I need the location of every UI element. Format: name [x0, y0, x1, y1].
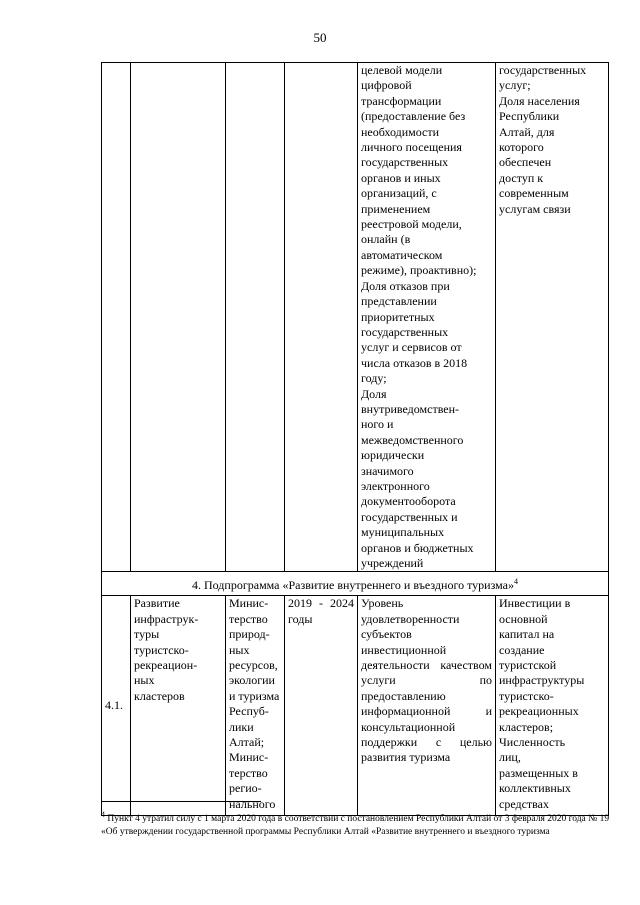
text-line: создание	[499, 642, 545, 657]
cell-executor	[226, 63, 285, 572]
text-line: цифровой	[361, 78, 412, 93]
text-line: средствах	[499, 796, 550, 811]
text-line: Минис-	[229, 596, 269, 611]
text-line: терство	[229, 765, 268, 780]
text-line: которого	[499, 140, 544, 155]
text-line: туристско-	[499, 688, 554, 703]
text-line: ного и	[361, 417, 394, 432]
cell-number	[102, 63, 131, 572]
text-line: туристской	[499, 658, 557, 673]
row-number: 4.1.	[102, 596, 131, 816]
footnote-reference: 4	[514, 577, 518, 587]
text-line: значимого	[361, 463, 414, 478]
text-line: туристско-	[134, 642, 189, 657]
text-line: обеспечен	[499, 155, 552, 170]
text-line: лики	[229, 719, 254, 734]
text-line: ресурсов,	[229, 658, 278, 673]
cell-indicators	[358, 63, 496, 572]
text-line: рекреационных	[499, 704, 579, 719]
section-row	[102, 572, 609, 596]
text-line: инфраструктуры	[499, 673, 585, 688]
text-line: органов и иных	[361, 170, 441, 185]
text-line: юридически	[361, 448, 425, 463]
text-line: и туризма	[229, 688, 280, 703]
text-line: государственных	[361, 324, 449, 339]
row-targets	[496, 596, 609, 816]
text-line: Развитие	[134, 596, 180, 611]
text-line: автоматическом	[361, 247, 443, 262]
text-line: услугам связи	[499, 201, 571, 216]
section-title-text: 4. Подпрограмма «Развитие внутреннего и въездного туризма»	[191, 578, 514, 593]
text-line: коллективных	[499, 781, 571, 796]
cell-period	[285, 63, 358, 572]
text-line: учреждений	[361, 556, 424, 570]
text-line: числа отказов в 2018	[361, 355, 468, 370]
text-line: реестровой модели,	[361, 217, 462, 232]
text-line: услуг;	[499, 78, 531, 93]
text-line: рекреацион-	[134, 658, 198, 673]
footnote-mark: 4	[101, 810, 105, 819]
table-row	[102, 63, 609, 572]
text-line: размещенных в	[499, 765, 578, 780]
text-line: Минис-	[229, 750, 269, 765]
footnote-text: Пункт 4 утратил силу с 1 марта 2020 года в соответствии с постановлением Республики Алтай от 3 февраля 2020 года № 19 «Об утверждении государственной программы Республики Алтай «Развитие внутреннего и въездного туризма	[101, 814, 610, 837]
text-line: природ-	[229, 627, 270, 642]
text-line: ных	[229, 642, 250, 657]
text-line: лиц,	[499, 750, 521, 765]
text-line: кластеров;	[499, 719, 554, 734]
table-row	[102, 596, 609, 816]
text-line: капитал на	[499, 627, 555, 642]
text-line: применением	[361, 201, 431, 216]
text-line: Доля	[361, 386, 387, 401]
text-line: туры	[134, 627, 160, 642]
text-line: целевой модели	[361, 63, 443, 77]
text-line: муниципальных	[361, 525, 445, 540]
text-line: государственных и	[361, 509, 458, 524]
text-line: органов и бюджетных	[361, 540, 474, 555]
text-line: терство	[229, 611, 268, 626]
text-line: электронного	[361, 478, 430, 493]
text-line: документооборота	[361, 494, 456, 509]
text-line: трансформации	[361, 93, 442, 108]
text-line: государственных	[361, 155, 449, 170]
text-line: (предоставление без	[361, 109, 466, 124]
section-title	[102, 572, 609, 596]
text-line: регио-	[229, 781, 262, 796]
text-line: году;	[361, 371, 387, 386]
page-number: 50	[313, 30, 327, 45]
text-line: приоритетных	[361, 309, 435, 324]
text-line: инфраструк-	[134, 611, 199, 626]
cell-targets	[496, 63, 609, 572]
footnote-divider	[101, 801, 261, 802]
text-line: личного посещения	[361, 140, 462, 155]
row-executor	[226, 596, 285, 816]
text-line: Доля населения	[499, 93, 580, 108]
text-line: основной	[499, 611, 548, 626]
text-line: представлении	[361, 294, 437, 309]
text-line: Респуб-	[229, 704, 269, 719]
text-line: Инвестиции в	[499, 596, 571, 611]
text-line: Алтай, для	[499, 124, 555, 139]
text-line: доступ к	[499, 170, 544, 185]
text-line: услуг и сервисов от	[361, 340, 462, 355]
text-line: внутриведомствен-	[361, 401, 460, 416]
text-line: кластеров	[134, 688, 185, 703]
text-line: Численность	[499, 735, 566, 750]
row-name	[131, 596, 226, 816]
text-line: государственных	[499, 63, 587, 77]
text-line: Доля отказов при	[361, 278, 450, 293]
text-line: современным	[499, 186, 569, 201]
text-line: нального	[229, 796, 276, 811]
text-line: ных	[134, 673, 155, 688]
text-line: режиме), проактивно);	[361, 263, 477, 278]
text-line: Республики	[499, 109, 560, 124]
cell-name	[131, 63, 226, 572]
footnote	[101, 809, 611, 838]
text-line: онлайн (в	[361, 232, 411, 247]
text-line: организаций, с	[361, 186, 437, 201]
row-indicator: Уровень удовлетворенности субъектов инвестиционной деятельности качеством услуги по предоставлению информационной и консультационной поддержки с целью развития туризма	[358, 596, 496, 816]
text-line: Алтай;	[229, 735, 265, 750]
text-line: необходимости	[361, 124, 440, 139]
row-period: 2019 - 2024 годы	[285, 596, 358, 816]
program-table	[101, 62, 609, 816]
text-line: экологии	[229, 673, 275, 688]
text-line: межведомственного	[361, 432, 464, 447]
